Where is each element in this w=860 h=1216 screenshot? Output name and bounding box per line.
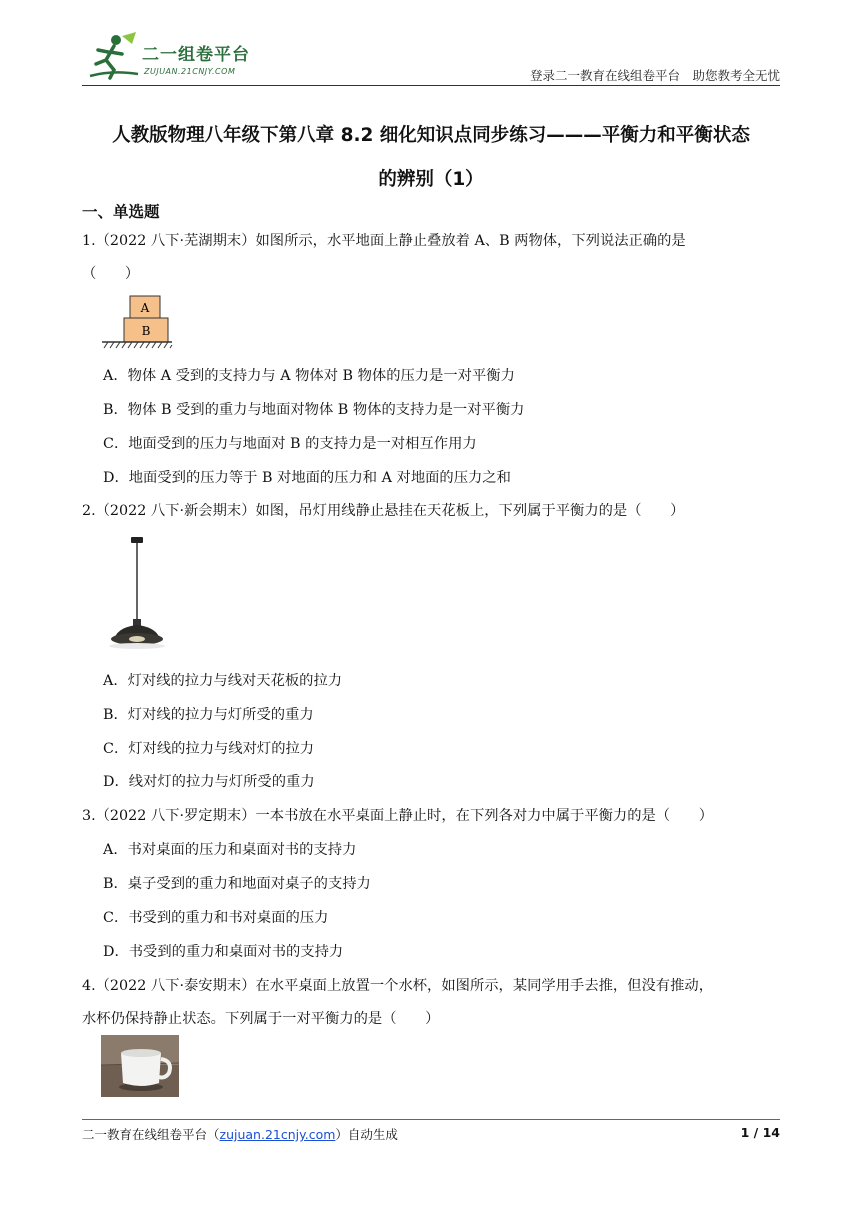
question-2-option-c[interactable]: C．灯对线的拉力与线对灯的拉力 [103, 741, 315, 757]
logo-subtext: ZUJUAN.21CNJY.COM [144, 67, 236, 76]
footer-divider [82, 1119, 780, 1120]
water-cup-photo [101, 1035, 179, 1097]
question-1-stem: 1.（2022 八下·芜湖期末）如图所示，水平地面上静止叠放着 A、B 两物体，下列说法正确的是 [82, 233, 686, 249]
block-b-label: B [141, 324, 151, 338]
question-2-option-a[interactable]: A．灯对线的拉力与线对天花板的拉力 [103, 673, 343, 689]
footer-link[interactable]: zujuan.21cnjy.com [219, 1127, 336, 1142]
footer-source [82, 1125, 398, 1143]
question-1-option-b[interactable]: B．物体 B 受到的重力与地面对物体 B 物体的支持力是一对平衡力 [103, 402, 525, 418]
page-header [82, 30, 780, 86]
question-3-option-d[interactable]: D．书受到的重力和桌面对书的支持力 [103, 944, 344, 960]
question-1-option-a[interactable]: A．物体 A 受到的支持力与 A 物体对 B 物体的压力是一对平衡力 [103, 368, 515, 384]
footer-text-after: ）自动生成 [335, 1127, 398, 1142]
question-3-option-a[interactable]: A．书对桌面的压力和桌面对书的支持力 [103, 842, 357, 858]
question-1-option-d[interactable]: D．地面受到的压力等于 B 对地面的压力和 A 对地面的压力之和 [103, 470, 511, 486]
question-4-stem: 4.（2022 八下·泰安期末）在水平桌面上放置一个水杯，如图所示，某同学用手去推，但没有推动， [82, 978, 713, 994]
footer-text-before: 二一教育在线组卷平台（ [82, 1127, 220, 1142]
question-4-stem-cont: 水杯仍保持静止状态。下列属于一对平衡力的是（ ） [82, 1011, 440, 1027]
header-divider [82, 85, 780, 86]
question-2-option-d[interactable]: D．线对灯的拉力与灯所受的重力 [103, 774, 315, 790]
question-3-stem: 3.（2022 八下·罗定期末）一本书放在水平桌面上静止时，在下列各对力中属于平衡力的是（ ） [82, 808, 713, 824]
block-a-label: A [140, 301, 150, 315]
logo-text: 二一组卷平台 [142, 45, 250, 65]
question-1-option-c[interactable]: C．地面受到的压力与地面对 B 的支持力是一对相互作用力 [103, 436, 477, 452]
question-3-option-c[interactable]: C．书受到的重力和书对桌面的压力 [103, 910, 329, 926]
page-number: 1 / 14 [740, 1125, 780, 1140]
question-1-stem-cont: （ ） [82, 266, 140, 282]
question-2-stem: 2.（2022 八下·新会期末）如图，吊灯用线静止悬挂在天花板上，下列属于平衡力的是（ ） [82, 503, 685, 519]
stacked-blocks-figure [100, 294, 175, 350]
page-title-line1: 人教版物理八年级下第八章 8.2 细化知识点同步练习———平衡力和平衡状态 [112, 125, 750, 146]
platform-logo[interactable] [82, 30, 282, 82]
page-title-line2: 的辨别（1） [378, 169, 484, 190]
question-2-option-b[interactable]: B．灯对线的拉力与灯所受的重力 [103, 707, 314, 723]
question-3-option-b[interactable]: B．桌子受到的重力和地面对桌子的支持力 [103, 876, 371, 892]
header-slogan: 登录二一教育在线组卷平台 助您教考全无忧 [529, 68, 780, 83]
pendant-lamp-figure [104, 535, 170, 651]
runner-logo-icon [82, 30, 142, 82]
section-heading: 一、单选题 [82, 203, 160, 221]
